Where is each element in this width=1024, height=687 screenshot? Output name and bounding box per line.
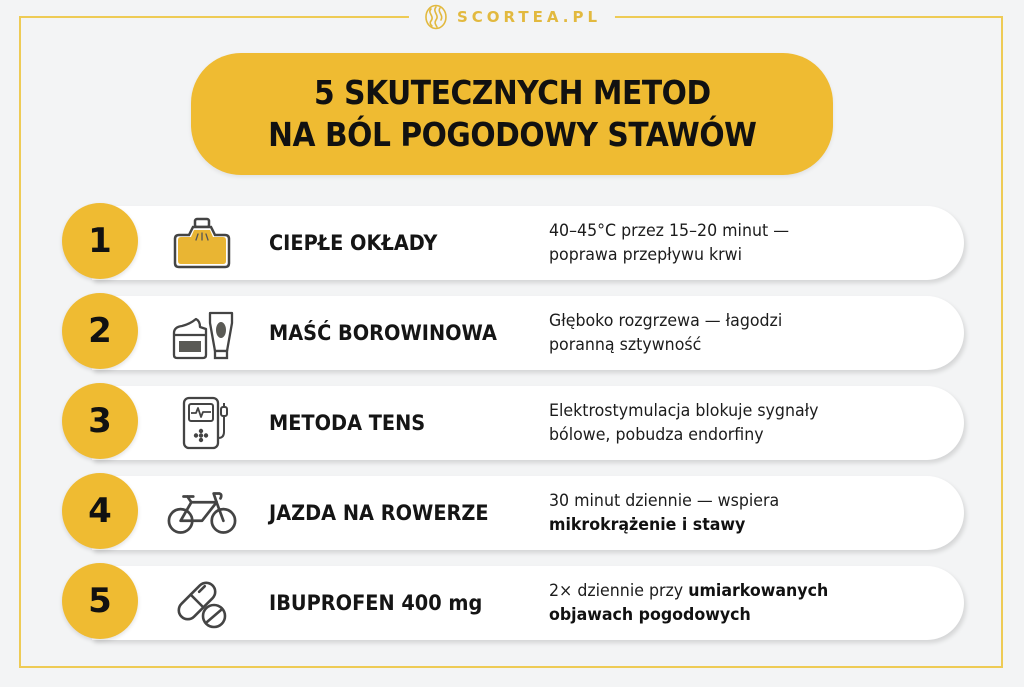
method-label: CIEPŁE OKŁADY [269, 231, 438, 255]
brand-name: SCORTEA.PL [456, 8, 602, 26]
ointment-jar-tube-icon [166, 304, 238, 362]
method-description: Głęboko rozgrzewa — łagodzi poranną sztywność [549, 311, 783, 355]
hot-water-bottle-icon [166, 214, 238, 272]
method-row-4 [62, 476, 964, 550]
method-label: JAZDA NA ROWERZE [269, 501, 489, 525]
method-description: Elektrostymulacja blokuje sygnały bólowe, pobudza endorfiny [549, 401, 819, 445]
title-line-2: NA BÓL POGODOWY STAWÓW [267, 115, 757, 154]
page-title [191, 53, 833, 175]
number-badge: 1 [62, 203, 138, 279]
method-row-3 [62, 386, 964, 460]
method-label: IBUPROFEN 400 mg [269, 591, 483, 615]
method-row-1 [62, 206, 964, 280]
number-badge: 5 [62, 563, 138, 639]
tens-device-icon [166, 394, 238, 452]
method-row-5 [62, 566, 964, 640]
bicycle-icon [166, 484, 238, 542]
number-badge: 2 [62, 293, 138, 369]
number-badge: 3 [62, 383, 138, 459]
method-row-2 [62, 296, 964, 370]
method-label: MAŚĆ BOROWINOWA [269, 321, 497, 345]
method-label: METODA TENS [269, 411, 426, 435]
scortea-logo-icon [423, 4, 449, 30]
title-line-1: 5 SKUTECZNYCH METOD [313, 73, 711, 112]
method-description: 30 minut dziennie — wspiera mikrokrążenie i stawy [549, 491, 780, 535]
method-description: 2× dziennie przy umiarkowanych objawach pogodowych [549, 581, 829, 625]
pills-icon [166, 574, 238, 632]
brand-header [409, 0, 615, 34]
number-badge: 4 [62, 473, 138, 549]
method-description: 40–45°C przez 15–20 minut — poprawa przepływu krwi [549, 221, 790, 265]
